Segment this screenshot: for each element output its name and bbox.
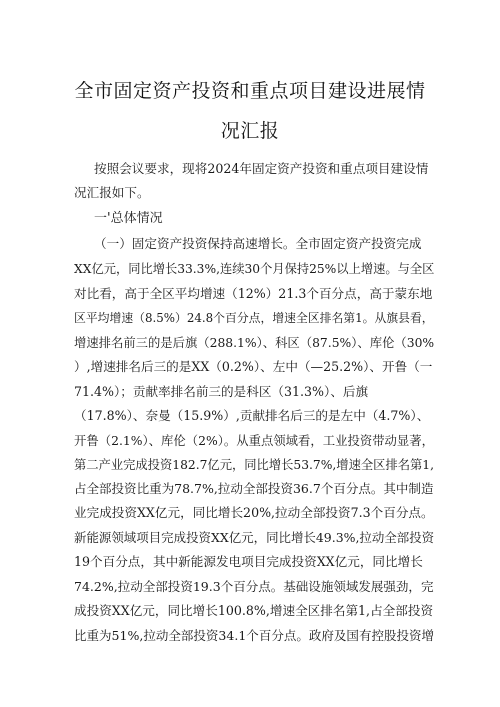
body-line: ）,增速排名后三的是XX（0.2%）、左中（—25.2%）、开鲁（一 [74,359,433,374]
body-line: 第二产业完成投资182.7亿元，同比增长53.7%,增速全区排名第1, [74,458,434,472]
body-line: 71.4%）；贡献率排名前三的是科区（31.3%）、后旗 [74,384,369,399]
body-line: 业完成投资XX亿元，同比增长20%,拉动全部投资7.3个百分点。 [74,505,434,520]
body-line: 占全部投资比重为78.7%,拉动全部投资36.7个百分点。其中制造 [74,481,434,496]
body-line: 对比看，高于全区平均增速（12%）21.3个百分点，高于蒙东地 [74,286,433,301]
document-title-line-2: 况汇报 [220,120,280,142]
body-line: 新能源领域项目完成投资XX亿元，同比增长49.3%,拉动全部投资 [74,530,435,545]
document-title-line-1: 全市固定资产投资和重点项目建设进展情 [74,80,426,102]
body-line: 19个百分点，其中新能源发电项目完成投资XX亿元，同比增长 [74,554,423,569]
body-line: XX亿元，同比增长33.3%,连续30个月保持25%以上增速。与全区 [74,262,435,276]
body-line: 开鲁（2.1%）、库伦（2%）。从重点领域看，工业投资带动显著， [74,434,434,448]
body-line: 增速排名前三的是后旗（288.1%）、科区（87.5%）、库伦（30% [74,336,435,350]
intro-line-2: 况汇报如下。 [74,185,150,200]
section-heading: 一'总体情况 [94,211,163,226]
body-line: 比重为51%,拉动全部投资34.1个百分点。政府及国有控股投资增 [74,628,435,643]
body-line: 74.2%,拉动全部投资19.3个百分点。基础设施领域发展强劲，完 [74,579,434,594]
intro-line-1: 按照会议要求，现将2024年固定资产投资和重点项目建设情 [94,161,429,176]
body-line: 区平均增速（8.5%）24.8个百分点，增速全区排名第1。从旗县看， [74,311,434,325]
body-line: （17.8%）、奈曼（15.9%）,贡献排名后三的是左中（4.7%）、 [74,408,430,423]
body-line: 成投资XX亿元，同比增长100.8%,增速全区排名第1,占全部投资 [74,603,434,618]
body-line: （一）固定资产投资保持高速增长。全市固定资产投资完成 [94,236,422,251]
